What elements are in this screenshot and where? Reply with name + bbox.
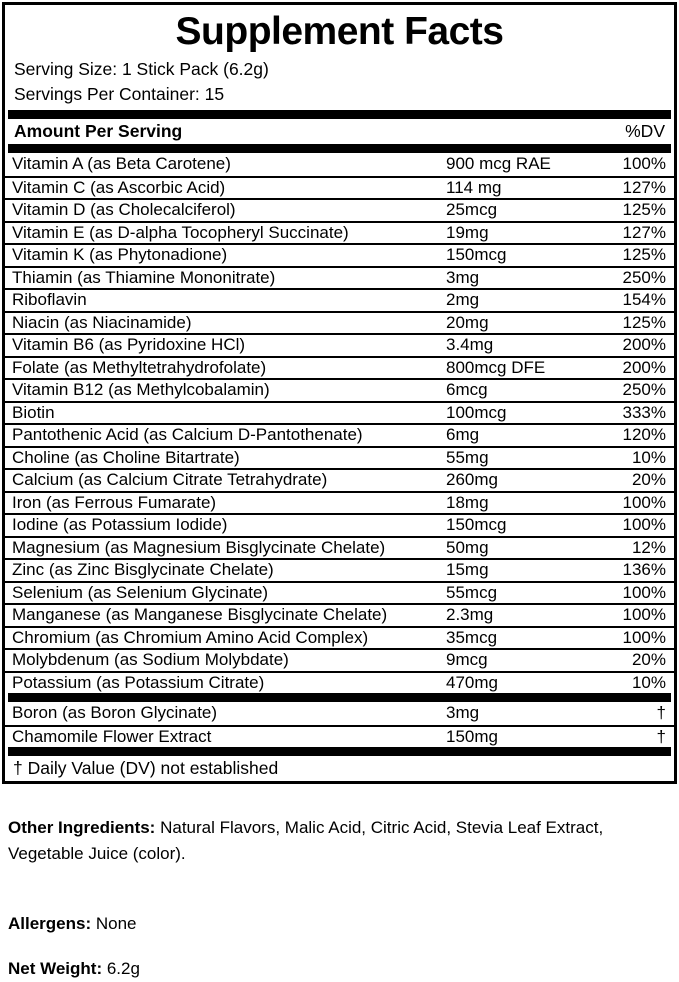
nutrient-name: Calcium (as Calcium Citrate Tetrahydrate) [12,470,328,490]
supplement-facts-panel [2,2,677,784]
table-row [5,221,674,244]
nutrient-amount: 3mg [446,703,480,723]
nutrient-dv: 10% [631,447,666,467]
nutrient-dv: 200% [622,335,666,355]
divider-bar-header [8,144,671,153]
nutrient-amount: 470mg [446,672,498,692]
nutrient-name: Niacin (as Niacinamide) [12,312,192,332]
nutrient-dv: 10% [631,672,666,692]
nutrient-dv: 100% [622,605,666,625]
nutrient-amount: 900 mcg RAE [446,154,551,174]
nutrient-name: Manganese (as Manganese Bisglycinate Chelate) [12,605,388,625]
table-row [5,648,674,671]
nutrient-name: Chamomile Flower Extract [12,726,212,746]
nutrient-dv: 100% [622,627,666,647]
nutrient-amount: 260mg [446,470,498,490]
nutrient-amount: 50mg [446,537,489,557]
nutrient-dv: 120% [622,425,666,445]
dv-footnote: † Daily Value (DV) not established [13,758,279,778]
nutrient-name: Chromium (as Chromium Amino Acid Complex) [12,627,369,647]
allergens [8,911,669,937]
nutrient-name: Vitamin B6 (as Pyridoxine HCl) [12,335,246,355]
nutrient-amount: 2mg [446,290,480,310]
nutrient-amount: 19mg [446,222,489,242]
nutrient-dv: 127% [622,177,666,197]
other-ingredients-label: Other Ingredients: [8,818,156,837]
table-row [5,468,674,491]
nutrient-name: Molybdenum (as Sodium Molybdate) [12,650,289,670]
nutrient-amount: 100mcg [446,402,507,422]
nutrient-amount: 150mcg [446,515,507,535]
table-row [5,311,674,334]
panel-title: Supplement Facts [175,10,504,53]
nutrient-name: Vitamin E (as D-alpha Tocopheryl Succinate) [12,222,349,242]
nutrient-name: Vitamin B12 (as Methylcobalamin) [12,380,270,400]
table-row [5,702,674,725]
nutrient-dv: 100% [622,582,666,602]
allergens-label: Allergens: [8,914,92,933]
table-row [5,725,674,748]
nutrient-name: Riboflavin [12,290,87,310]
nutrient-name: Pantothenic Acid (as Calcium D-Pantothenate) [12,425,363,445]
nutrient-dv: 100% [622,154,666,174]
nutrient-name: Vitamin D (as Cholecalciferol) [12,200,236,220]
nutrient-dv: 200% [622,357,666,377]
nutrient-name: Vitamin K (as Phytonadione) [12,245,228,265]
nutrient-name: Folate (as Methyltetrahydrofolate) [12,357,267,377]
nutrient-dv: † [656,703,666,723]
divider-bar-top [8,110,671,119]
nutrient-dv: † [656,726,666,746]
nutrient-amount: 114 mg [446,177,502,197]
table-row [5,266,674,289]
nutrient-amount: 2.3mg [446,605,494,625]
nutrient-dv: 12% [631,537,666,557]
nutrient-dv: 20% [631,650,666,670]
serving-size: Serving Size: 1 Stick Pack (6.2g) [14,59,269,79]
nutrient-dv: 100% [622,492,666,512]
table-row [5,536,674,559]
nutrient-dv: 100% [622,515,666,535]
supplement-label-page [0,2,679,978]
nutrient-dv: 125% [622,200,666,220]
nutrient-dv: 125% [622,245,666,265]
nutrient-amount: 6mcg [446,380,488,400]
nutrient-amount: 9mcg [446,650,488,670]
nutrient-amount: 25mcg [446,200,498,220]
nutrient-amount: 3mg [446,267,480,287]
table-row [5,288,674,311]
nutrient-amount: 6mg [446,425,480,445]
nutrient-name: Iron (as Ferrous Fumarate) [12,492,217,512]
table-row [5,356,674,379]
net-weight [8,956,669,982]
nutrient-amount: 20mg [446,312,489,332]
net-weight-text: 6.2g [102,959,140,978]
table-row [5,243,674,266]
table-row [5,603,674,626]
nutrient-amount: 150mg [446,726,498,746]
allergens-text: None [91,914,137,933]
net-weight-label: Net Weight: [8,959,103,978]
nutrient-dv: 136% [622,560,666,580]
nutrient-name: Thiamin (as Thiamine Mononitrate) [12,267,276,287]
other-ingredients [8,815,669,867]
nutrient-dv: 20% [631,470,666,490]
table-row [5,558,674,581]
nutrient-rows [5,153,674,693]
nutrient-dv: 127% [622,222,666,242]
table-row [5,198,674,221]
nutrient-amount: 55mcg [446,582,498,602]
servings-per-container: Servings Per Container: 15 [14,84,225,104]
nutrient-dv: 125% [622,312,666,332]
divider-bar-mid [8,693,671,702]
nutrient-name: Choline (as Choline Bitartrate) [12,447,240,467]
divider-bar-bottom [8,747,671,756]
other-nutrient-rows [5,702,674,747]
nutrient-dv: 333% [622,402,666,422]
percent-dv-header: %DV [625,121,665,141]
nutrient-dv: 250% [622,380,666,400]
nutrient-amount: 18mg [446,492,489,512]
nutrient-name: Potassium (as Potassium Citrate) [12,672,265,692]
table-row [5,671,674,694]
table-row [5,176,674,199]
table-row [5,513,674,536]
table-row [5,626,674,649]
nutrient-name: Biotin [12,402,55,422]
table-row [5,423,674,446]
other-ingredients-text: Natural Flavors, Malic Acid, Citric Acid, Stevia Leaf Extract, Vegetable Juice (color). [8,818,604,863]
nutrient-amount: 55mg [446,447,489,467]
nutrient-amount: 3.4mg [446,335,494,355]
table-header-row [5,119,674,144]
nutrient-name: Selenium (as Selenium Glycinate) [12,582,269,602]
nutrient-dv: 250% [622,267,666,287]
table-row [5,153,674,176]
nutrient-name: Vitamin A (as Beta Carotene) [12,154,231,174]
table-row [5,581,674,604]
table-row [5,378,674,401]
nutrient-name: Magnesium (as Magnesium Bisglycinate Chelate) [12,537,386,557]
nutrient-amount: 15mg [446,560,489,580]
amount-per-serving-header: Amount Per Serving [14,121,183,141]
nutrient-name: Vitamin C (as Ascorbic Acid) [12,177,226,197]
nutrient-name: Boron (as Boron Glycinate) [12,703,218,723]
table-row [5,333,674,356]
nutrient-amount: 800mcg DFE [446,357,546,377]
nutrient-amount: 35mcg [446,627,498,647]
table-row [5,401,674,424]
table-row [5,446,674,469]
nutrient-amount: 150mcg [446,245,507,265]
nutrient-dv: 154% [622,290,666,310]
table-row [5,491,674,514]
nutrient-name: Zinc (as Zinc Bisglycinate Chelate) [12,560,274,580]
nutrient-name: Iodine (as Potassium Iodide) [12,515,228,535]
